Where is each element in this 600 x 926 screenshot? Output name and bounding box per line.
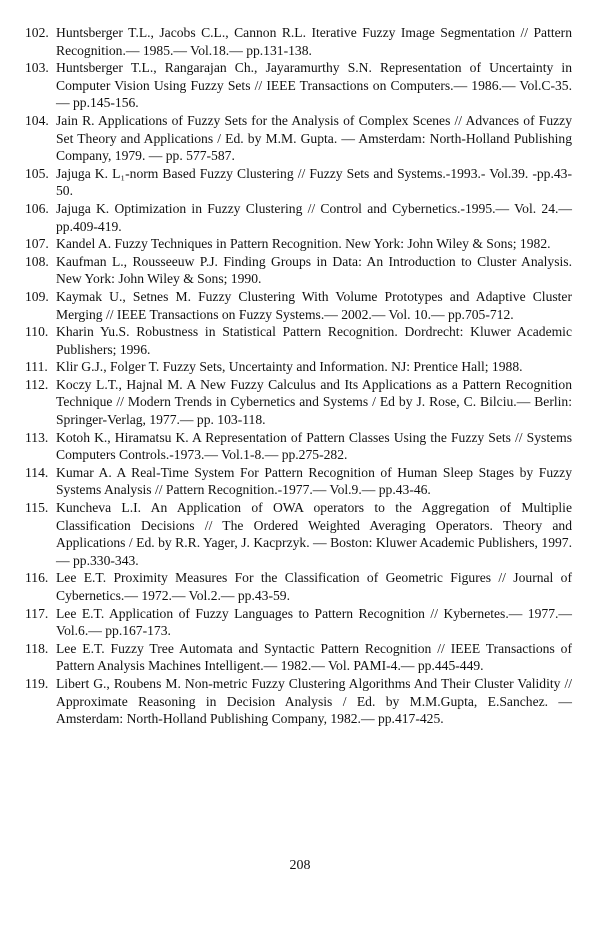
- reference-item-113: [0, 429, 572, 464]
- reference-item-114: [0, 464, 572, 499]
- reference-number: 112.: [25, 376, 49, 392]
- reference-item-116: [0, 569, 572, 604]
- reference-item-115: [0, 499, 572, 569]
- reference-text: Kharin Yu.S. Robustness in Statistical Pattern Recognition. Dordrecht: Kluwer Academic Publishers; 1996.: [56, 324, 572, 357]
- reference-number: 103.: [25, 60, 49, 76]
- reference-text: Jajuga K. L₁-norm Based Fuzzy Clustering // Fuzzy Sets and Systems.-1993.- Vol.39. -pp.43-50.: [56, 165, 572, 199]
- reference-number: 105.: [25, 165, 49, 181]
- reference-number: 119.: [25, 675, 49, 691]
- reference-item-103: [0, 59, 572, 112]
- reference-item-117: [0, 605, 572, 640]
- reference-number: 109.: [25, 288, 49, 304]
- reference-list: [0, 24, 600, 728]
- reference-number: 111.: [25, 359, 48, 375]
- reference-text: Kandel A. Fuzzy Techniques in Pattern Recognition. New York: John Wiley & Sons; 1982.: [56, 236, 551, 252]
- reference-number: 114.: [25, 464, 49, 480]
- reference-item-111: [0, 358, 572, 376]
- reference-item-118: [0, 640, 572, 675]
- reference-item-102: [0, 24, 572, 59]
- reference-item-109: [0, 288, 572, 323]
- reference-text: Huntsberger T.L., Rangarajan Ch., Jayaramurthy S.N. Representation of Uncertainty in Computer Vision Using Fuzzy Sets // IEEE Transactions on Computers.— 1986.— Vol.C-35.— pp.145-156.: [56, 60, 572, 111]
- reference-text: Kumar A. A Real-Time System For Pattern Recognition of Human Sleep Stages by Fuzzy Systems Analysis // Pattern Recognition.-1977.— Vol.9.— pp.43-46.: [56, 464, 572, 498]
- reference-text: Huntsberger T.L., Jacobs C.L., Cannon R.L. Iterative Fuzzy Image Segmentation // Pattern Recognition.— 1985.— Vol.18.— pp.131-138.: [56, 25, 572, 58]
- reference-number: 102.: [25, 25, 49, 40]
- reference-item-108: [0, 253, 572, 288]
- reference-number: 115.: [25, 500, 49, 516]
- reference-number: 117.: [25, 605, 49, 621]
- reference-item-104: [0, 112, 572, 165]
- reference-text: Lee E.T. Fuzzy Tree Automata and Syntactic Pattern Recognition // IEEE Transactions of Pattern Analysis Machines Intelligent.— 1982.— Vol. PAMI-4.— pp.445-449.: [56, 640, 572, 674]
- reference-text: Lee E.T. Proximity Measures For the Classification of Geometric Figures // Journal of Cybernetics.— 1972.— Vol.2.— pp.43-59.: [56, 570, 572, 603]
- reference-number: 108.: [25, 253, 49, 269]
- reference-text: Lee E.T. Application of Fuzzy Languages to Pattern Recognition // Kybernetes.— 1977.— Vol.6.— pp.167-173.: [56, 605, 572, 639]
- reference-item-110: [0, 323, 572, 358]
- reference-number: 104.: [25, 112, 49, 128]
- reference-number: 118.: [25, 640, 49, 656]
- reference-number: 116.: [25, 570, 49, 586]
- reference-text: Kaymak U., Setnes M. Fuzzy Clustering With Volume Prototypes and Adaptive Cluster Merging // IEEE Transactions on Fuzzy Systems.— 2002.— Vol. 10.— pp.705-712.: [56, 288, 572, 322]
- reference-text: Klir G.J., Folger T. Fuzzy Sets, Uncertainty and Information. NJ: Prentice Hall; 1988.: [56, 359, 523, 375]
- reference-item-119: [0, 675, 572, 728]
- reference-text: Koczy L.T., Hajnal M. A New Fuzzy Calculus and Its Applications as a Pattern Recognition Technique // Modern Trends in Cybernetics and Systems / Ed by J. Rose, C. Bilciu.— Berlin: Springer-Verlag, 1977.— pp. 103-118.: [56, 376, 572, 428]
- reference-text: Kotoh K., Hiramatsu K. A Representation of Pattern Classes Using the Fuzzy Sets // Systems Computers Controls.-1973.— Vol.1-8.— pp.275-282.: [56, 429, 572, 463]
- reference-text: Kuncheva L.I. An Application of OWA operators to the Aggregation of Multiplie Classification Decisions // The Ordered Weighted Averaging Operators. Theory and Applications / Ed. by R.R. Yager, J. Kacprzyk. — Boston: Kluwer Academic Publishers, 1997.— pp.330-343.: [56, 500, 572, 568]
- reference-item-106: [0, 200, 572, 235]
- reference-text: Jajuga K. Optimization in Fuzzy Clustering // Control and Cybernetics.-1995.— Vol. 24.— pp.409-419.: [56, 200, 572, 234]
- reference-item-112: [0, 376, 572, 429]
- reference-item-107: [0, 235, 572, 253]
- reference-text: Kaufman L., Rousseeuw P.J. Finding Groups in Data: An Introduction to Cluster Analysis. New York: John Wiley & Sons; 1990.: [56, 253, 572, 287]
- reference-text: Libert G., Roubens M. Non-metric Fuzzy Clustering Algorithms And Their Cluster Validity // Approximate Reasoning in Decision Analysis / Ed. by M.M.Gupta, E.Sanchez. — Amsterdam: North-Holland Publishing Company, 1982.— pp.417-425.: [56, 675, 572, 727]
- page-number: 208: [289, 858, 311, 873]
- reference-number: 106.: [25, 200, 49, 216]
- reference-number: 113.: [25, 429, 49, 445]
- reference-number: 110.: [25, 324, 49, 340]
- reference-number: 107.: [25, 236, 49, 252]
- reference-text: Jain R. Applications of Fuzzy Sets for the Analysis of Complex Scenes // Advances of Fuzzy Set Theory and Applications / Ed. by M.M. Gupta. — Amsterdam: North-Holland Publishing Company, 1979. — pp. 577-587.: [56, 112, 572, 164]
- reference-item-105: [0, 165, 572, 200]
